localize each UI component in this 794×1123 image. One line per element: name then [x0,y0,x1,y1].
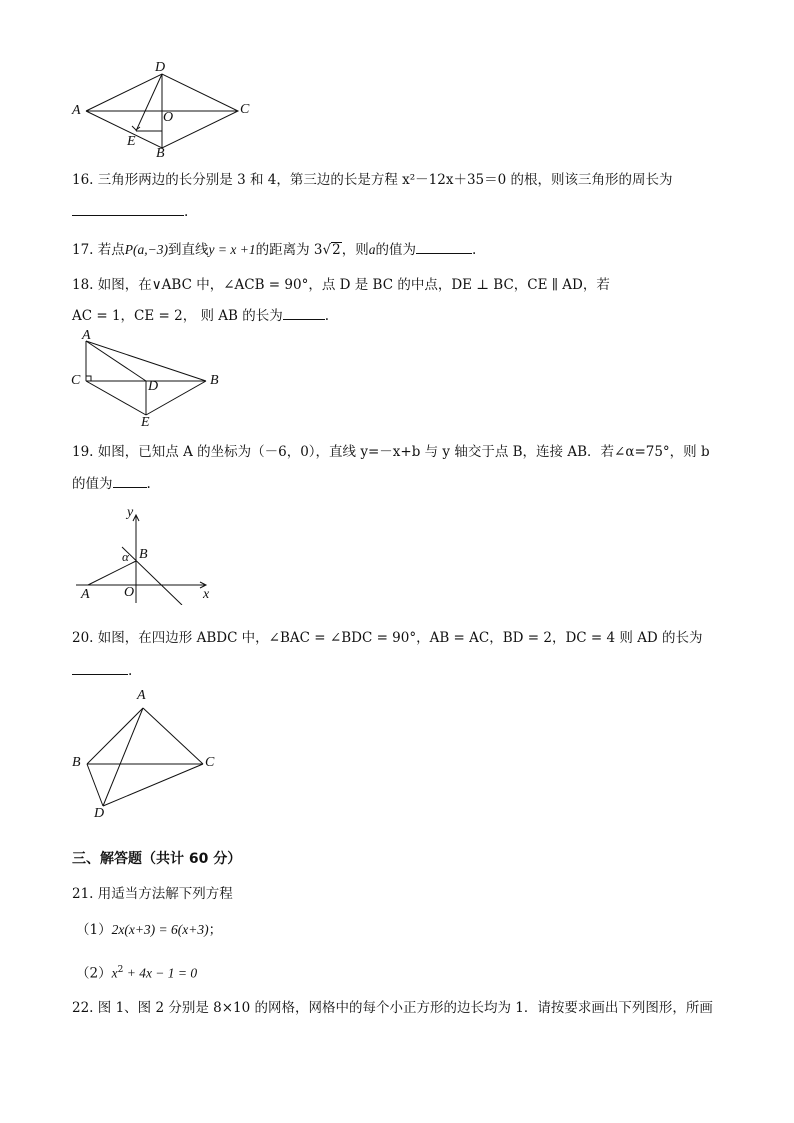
label-c: C [205,755,215,770]
q22-number: 22. [72,1000,94,1016]
label-y: y [127,505,134,520]
label-a: A [137,688,146,703]
label-d: D [155,60,166,75]
label-e: E [141,415,150,430]
segment-ad [86,341,146,381]
q19-line-2-row [72,473,151,494]
q17-text-4: ，则 [341,242,369,258]
q21-sub-1 [76,920,222,940]
label-x: x [203,587,210,602]
q18-end: . [324,308,330,324]
segment-bd [87,764,103,806]
q18-number: 18. [72,277,94,293]
q17-text-1: 若点 [97,242,125,258]
q18-answer-blank[interactable] [283,305,325,320]
q17-dist-radicand: 2 [332,242,341,258]
q22-text: 图 1、图 2 分别是 8×10 的网格，网格中的每个小正方形的边长均为 1．请按要求画出下列图形，所画 [97,1000,713,1016]
q20-answer-blank[interactable] [72,660,128,675]
q17-end: . [471,242,477,258]
label-b: B [139,547,148,562]
q21-sub1-label: （1） [76,922,112,938]
question-17 [72,239,476,260]
label-b: B [210,373,219,388]
question-21 [72,884,233,904]
label-c: C [71,373,81,388]
question-16 [72,170,673,190]
q16-answer-line [72,201,188,222]
q21-number: 21. [72,886,94,902]
right-angle-mark-e [132,126,140,130]
label-o: O [163,110,174,125]
q19-line-2: 的值为 [72,476,113,492]
q17-dist-coef: 3 [313,242,323,258]
label-b: B [156,146,165,161]
right-angle-mark-c [86,376,91,381]
q19-line-1: 如图，已知点 A 的坐标为（－6，0），直线 y=－x+b 与 y 轴交于点 B，连接 AB．若∠α=75°，则 b [97,444,710,460]
figure-q20 [70,688,230,823]
label-c: C [240,102,250,117]
q16-answer-blank[interactable] [72,201,184,216]
label-e: E [127,134,136,149]
label-a: A [82,328,91,343]
q17-number: 17. [72,242,94,258]
label-b: B [72,755,81,770]
q21-sub-2 [76,960,197,984]
q16-number: 16. [72,172,94,188]
q21-sub2-x: x [111,965,118,981]
figure-q19 [72,505,222,605]
q20-answer-line [72,660,132,681]
q18-line-2: AC = 1，CE = 2， 则 AB 的长为 [72,308,283,324]
segment-ab [86,341,206,381]
q18-line-2-row [72,305,329,326]
label-a: A [81,587,90,602]
q20-number: 20. [72,630,94,646]
question-19 [72,442,710,462]
q17-distance: 3√2 [313,242,341,258]
q19-end: . [146,476,151,492]
q21-sub2-label: （2） [76,965,112,982]
segment-ab [87,708,143,764]
figure-rhombus [70,60,270,165]
q17-text-3: 的距离为 [255,242,310,258]
q21-sub1-end: ； [208,922,223,938]
q20-line-1: 如图，在四边形 ABDC 中，∠BAC = ∠BDC = 90°，AB = AC，BD = 2，DC = 4 则 AD 的长为 [97,630,703,646]
label-alpha: α [122,549,129,564]
q17-line-eq: y = x +1 [208,242,256,257]
figure-q18 [68,328,228,433]
q21-text: 用适当方法解下列方程 [97,886,233,902]
q17-point: P [124,242,134,257]
segment-de [136,74,162,131]
label-d: D [148,379,159,394]
q21-sub1-equation: 2x(x+3) = 6(x+3) [111,922,209,937]
q18-line-1: 如图，在∨ABC 中，∠ACB = 90°，点 D 是 BC 的中点，DE ⊥ BC，CE ∥ AD，若 [97,277,610,293]
label-o: O [124,585,135,600]
q17-text-5: 的值为 [375,242,416,258]
q19-number: 19. [72,444,94,460]
question-20 [72,628,703,648]
q16-text: 三角形两边的长分别是 3 和 4，第三边的长是方程 x²－12x＋35＝0 的根，则该三角形的周长为 [97,172,673,188]
q17-answer-blank[interactable] [416,239,472,254]
label-d: D [94,806,105,821]
segment-ac [143,708,203,764]
question-18 [72,275,610,295]
q19-answer-blank[interactable] [113,473,147,488]
segment-ce [86,381,146,415]
question-22 [72,998,713,1018]
q21-sub2-exponent: 2 [117,965,124,975]
section-3-title: 三、解答题（共计 60 分） [72,851,242,867]
q17-var: a [368,242,376,257]
q17-text-2: 到直线 [168,242,209,258]
q16-end: . [184,204,189,220]
label-a: A [72,103,81,118]
q20-end: . [128,663,133,679]
q21-sub2-rest: + 4x − 1 = 0 [123,965,198,981]
q17-coords: (a,−3) [133,242,169,257]
